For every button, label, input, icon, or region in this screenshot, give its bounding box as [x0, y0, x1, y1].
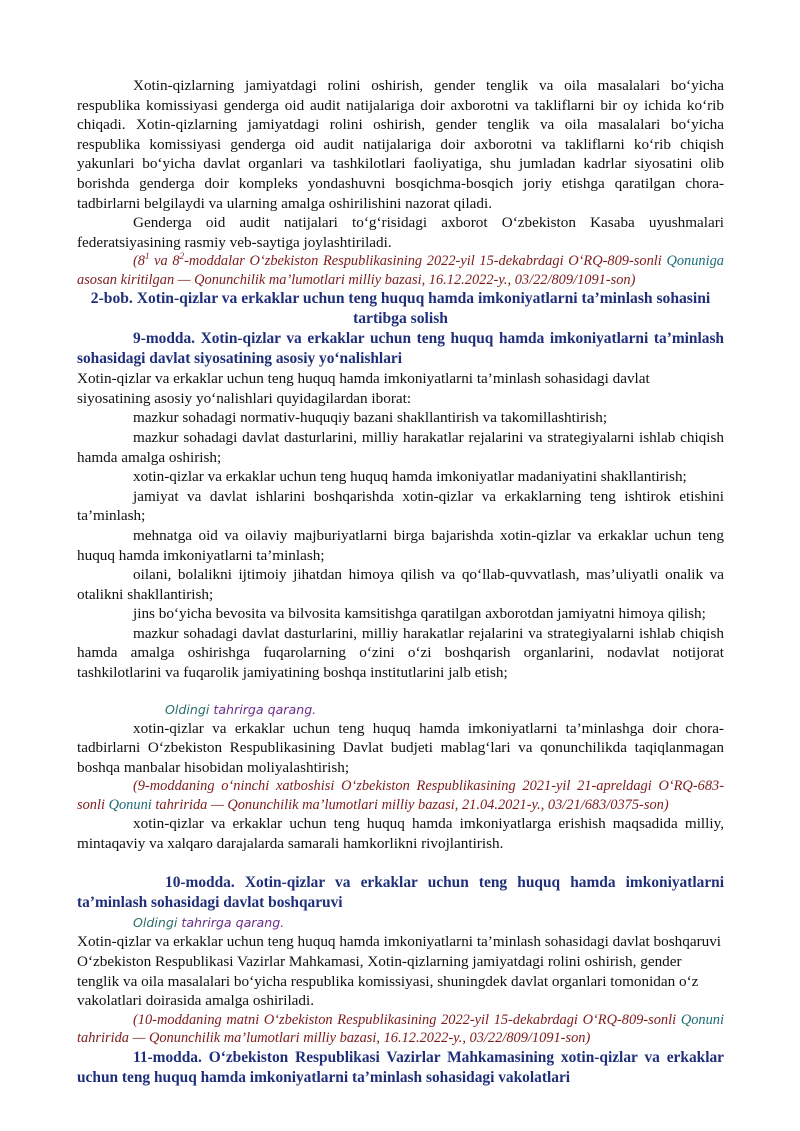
- body-paragraph: Xotin-qizlarning jamiyatdagi rolini oshirish, gender tenglik va oila masalalari bo‘yicha respublika komissiyasi genderga oid audit natijalariga doir axborotni va takliflarni bir oy ichida ko‘rib chiqadi. Xotin-qizlarning jamiyatdagi rolini oshirish, gender tenglik va oila masalalari bo‘yicha respublika komissiyasi genderga oid audit natijalariga doir axborotni va takliflarni ko‘rib chiqish yakunlari bo‘yicha davlat organlari va tashkilotlari faoliyatiga, shu jumladan kadrlar siyosatini olib borishda genderga doir kompleks yondashuvni bosqichma-bosqich joriy etishga qaratilgan chora-tadbirlarni belgilaydi va ularning amalga oshirilishini nazorat qiladi.: [77, 77, 724, 212]
- amendment-note: (9-moddaning o‘ninchi xatboshisi O‘zbekiston Respublikasining 2021-yil 21-apreldagi O‘RQ-683-sonli Qonuni tahririda — Qonunchilik ma’lumotlari milliy bazasi, 21.04.2021-y., 03/21/683/0375-son): [77, 778, 724, 813]
- amendment-note: ($8^1$ va $8^2$-moddalar O‘zbekiston Respublikasining 2022-yil 15-dekabrdagi O‘RQ-809-sonli Qonuniga asosan kiritilgan — Qonunchilik ma’lumotlari milliy bazasi, 16.12.2022-y., 03/22/809/1091-son): [77, 251, 725, 288]
- list-item: mazkur sohadagi normativ-huquqiy bazani shakllantirish va takomillashtirish;: [133, 409, 608, 427]
- list-item: jamiyat va davlat ishlarini boshqarishda xotin-qizlar va erkaklarning teng ishtirok etishini ta’minlash;: [77, 487, 724, 525]
- chapter-heading: 2-bob. Xotin-qizlar va erkaklar uchun teng huquq hamda imkoniyatlarni ta’minlash sohasini tartibga solish: [90, 290, 711, 328]
- article-11-heading: 11-modda. O‘zbekiston Respublikasi Vazirlar Mahkamasining xotin-qizlar va erkaklar uchun teng huquq hamda imkoniyatlarni ta’minlash sohasidagi vakolatlari: [77, 1048, 724, 1086]
- law-link[interactable]: Qonuniga: [666, 253, 725, 270]
- law-link[interactable]: Qonuni: [108, 796, 152, 813]
- law-link[interactable]: Qonuni: [680, 1011, 724, 1028]
- list-item: mazkur sohadagi davlat dasturlarini, milliy harakatlar rejalarini va strategiyalarni ishlab chiqish hamda amalga oshirish;: [77, 428, 724, 466]
- article-9-intro: Xotin-qizlar va erkaklar uchun teng huquq hamda imkoniyatlarni ta’minlash sohasidagi davlat siyosatining asosiy yo‘nalishlari quyidagilardan iborat:: [77, 370, 650, 407]
- list-item: xotin-qizlar va erkaklar uchun teng huquq hamda imkoniyatlar madaniyatini shakllantirish;: [133, 468, 687, 486]
- previous-edition-link[interactable]: Oldingi tahrirga qarang.: [133, 915, 285, 931]
- list-item: mehnatga oid va oilaviy majburiyatlarni birga bajarishda xotin-qizlar va erkaklar uchun teng huquq hamda imkoniyatlarni ta’minlash;: [77, 526, 724, 564]
- article-10-text: Xotin-qizlar va erkaklar uchun teng huquq hamda imkoniyatlarni ta’minlash sohasidagi davlat boshqaruvi O‘zbekiston Respublikasi Vazirlar Mahkamasi, Xotin-qizlarning jamiyatdagi rolini oshirish, gender tenglik va oila masalalari bo‘yicha respublika komissiyasi, shuningdek davlat organlari tomonidan o‘z vakolatlari doirasida amalga oshiriladi.: [77, 933, 722, 1010]
- article-10-heading: 10-modda. Xotin-qizlar va erkaklar uchun teng huquq hamda imkoniyatlarni ta’minlash sohasidagi davlat boshqaruvi: [77, 874, 724, 912]
- list-item: xotin-qizlar va erkaklar uchun teng huquq hamda imkoniyatlarni ta’minlashga doir chora-tadbirlarni O‘zbekiston Respublikasining Davlat budjeti mablag‘lari va qonunchilikda taqiqlanmagan boshqa manbalar hisobidan moliyalashtirish;: [77, 719, 724, 776]
- body-paragraph: Genderga oid audit natijalari to‘g‘risidagi axborot O‘zbekiston Kasaba uyushmalari federatsiyasining rasmiy veb-saytiga joylashtiriladi.: [77, 214, 724, 251]
- list-item: xotin-qizlar va erkaklar uchun teng huquq hamda imkoniyatlarga erishish maqsadida milliy, mintaqaviy va xalqaro darajalarda samarali hamkorlikni rivojlantirish.: [77, 815, 724, 852]
- list-item: oilani, bolalikni ijtimoiy jihatdan himoya qilish va qo‘llab-quvvatlash, mas’uliyatli onalik va otalikni shakllantirish;: [77, 566, 724, 603]
- list-item: mazkur sohadagi davlat dasturlarini, milliy harakatlar rejalarini va strategiyalarni ishlab chiqish hamda amalga oshirishga fuqarolarning o‘zini o‘zi boshqarish organlarini, nodavlat notijorat tashkilotlarini va fuqarolik jamiyatining boshqa institutlarini jalb etish;: [77, 624, 724, 682]
- previous-edition-link[interactable]: Oldingi tahrirga qarang.: [165, 701, 317, 717]
- amendment-note: (10-moddaning matni O‘zbekiston Respublikasining 2022-yil 15-dekabrdagi O‘RQ-809-sonli Qonuni tahririda — Qonunchilik ma’lumotlari milliy bazasi, 16.12.2022-y., 03/22/809/1091-son): [77, 1011, 724, 1047]
- article-9-heading: 9-modda. Xotin-qizlar va erkaklar uchun teng huquq hamda imkoniyatlarni ta’minlash sohasidagi davlat siyosatining asosiy yo‘nalishlari: [77, 330, 724, 368]
- document-page: [77, 76, 724, 1088]
- list-item: jins bo‘yicha bevosita va bilvosita kamsitishga qaratilgan axborotdan jamiyatni himoya qilish;: [133, 605, 706, 623]
